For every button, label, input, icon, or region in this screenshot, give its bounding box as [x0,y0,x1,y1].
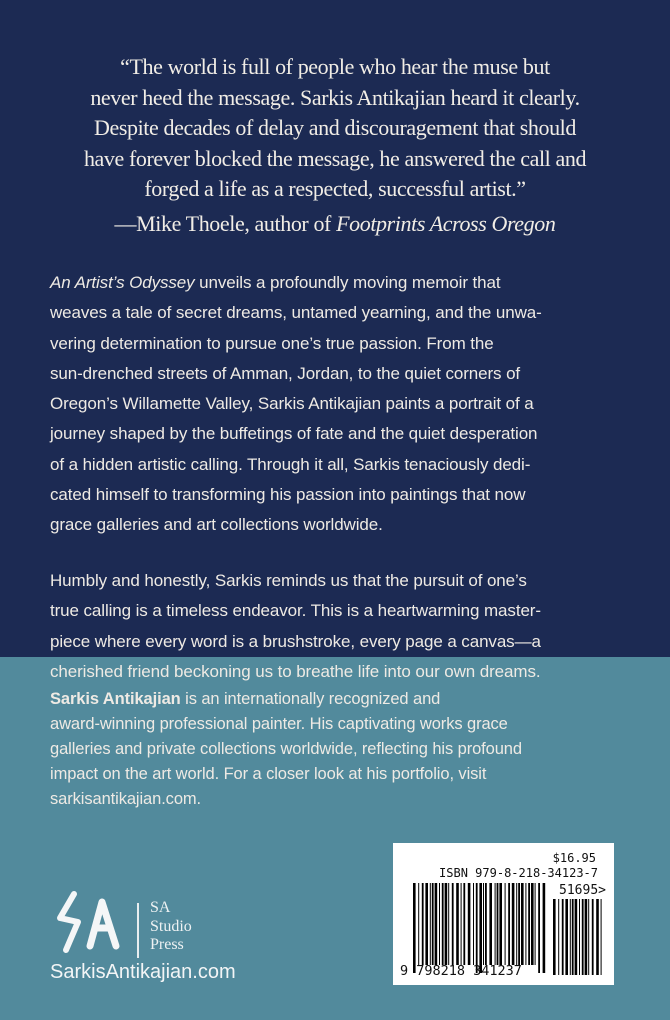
quote-line: have forever blocked the message, he answered the call and [83,145,587,171]
author-name: Sarkis Antikajian [50,690,181,708]
barcode-bar [473,883,474,965]
book-title: An Artist’s Odyssey [50,273,195,292]
quote-attribution [0,209,670,240]
barcode-bar [448,883,449,965]
bio-line: sarkisantikajian.com. [50,790,202,808]
barcode-bar [525,883,526,965]
barcode-bar [531,883,534,965]
isbn-barcode [393,843,614,985]
description-line: weaves a tale of secret dreams, untamed yearning, and the unwa- [50,303,542,323]
description-line: cated himself to transforming his passion into paintings that now [50,485,526,505]
barcode-bar [553,899,556,975]
barcode-bar [483,883,484,965]
quote-line: forged a life as a respected, successful artist.” [144,176,526,201]
barcode-bar [476,883,478,973]
attribution-book-title: Footprints Across Oregon [336,210,556,236]
barcode-bar [422,883,424,965]
description-line: journey shaped by the buffetings of fate and the quiet desperation [50,424,538,444]
bio-line: award-winning professional painter. His captivating works grace [50,715,508,733]
barcode-bar [572,899,574,975]
barcode-bar [528,883,530,965]
barcode-bar [452,883,454,965]
barcode-bar [445,883,448,965]
barcode-bar [521,883,524,965]
barcode-bar [579,899,580,975]
barcode-bar [479,883,482,973]
publisher-name-line: Studio [150,917,192,935]
quote-line: never heed the message. Sarkis Antikajian heard it clearly. [90,84,580,110]
description-line: cherished friend beckoning us to breathe life into our own dreams. [50,661,541,681]
description-line: sun-drenched streets of Amman, Jordan, to the quiet corners of [50,363,521,383]
description-line [50,268,542,298]
barcode-bar [461,883,462,965]
description-paragraph-2 [50,566,541,687]
description-line: Oregon’s Willamette Valley, Sarkis Antikajian paints a portrait of a [50,394,534,414]
author-website: SarkisAntikajian.com [50,961,236,983]
description-line: piece where every word is a brushstroke, every page a canvas—a [50,631,541,651]
barcode-bar [485,883,487,965]
bio-text: is an internationally recognized and [180,690,441,708]
barcode-bar [538,883,540,973]
barcode-bar [430,883,431,965]
barcode-bar [439,883,440,965]
barcode-bar [499,883,502,965]
author-bio [50,687,522,812]
barcode-bar [543,883,546,973]
barcode-bar [512,883,515,965]
description-line: of a hidden artistic calling. Through it all, Sarkis tenaciously dedi- [50,454,531,474]
description-line: grace galleries and art collections worldwide. [50,515,383,535]
barcode-bar [596,899,599,975]
barcode-bar [463,883,465,965]
barcode-bar [558,899,559,975]
publisher-name [150,899,192,955]
barcode-bar [418,883,419,965]
isbn-number: ISBN 979-8-218-34123-7 [439,866,598,880]
description-text: unveils a profoundly moving memoir that [194,273,501,292]
barcode-bar [489,883,492,965]
barcode-bar [518,883,520,965]
barcode-digits: 9 798218 341237 [400,963,522,979]
barcode-bar [516,883,517,965]
description-paragraph-1 [50,268,542,541]
barcode-bar [562,899,564,975]
sa-brush-logo [52,888,132,958]
logo-divider [137,903,139,958]
publisher-name-line: SA [150,899,171,916]
bio-line: galleries and private collections worldwide, reflecting his profound [50,740,522,758]
bio-line [50,687,522,712]
price-addon-code: 51695> [559,883,606,898]
barcode-bar [565,899,568,975]
description-line: true calling is a timeless endeavor. This is a heartwarming master- [50,601,541,621]
barcode-bar [495,883,496,965]
price: $16.95 [552,851,596,865]
barcode-bar [582,899,584,975]
barcode-bar [570,899,571,975]
barcode-bar [575,899,578,975]
barcode-bar [508,883,510,965]
description-line: vering determination to pursue one’s true passion. From the [50,333,494,353]
description-line: Humbly and honestly, Sarkis reminds us that the pursuit of one’s [50,571,527,590]
barcode-bar [456,883,459,965]
endorsement-quote [0,52,670,239]
barcode-bar [432,883,434,965]
barcode-bar [413,883,416,973]
barcode-bar [585,899,588,975]
barcode-bar [497,883,499,965]
bio-line: impact on the art world. For a closer look at his portfolio, visit [50,765,487,783]
barcode-bar [425,883,428,965]
quote-line: “The world is full of people who hear the muse but [120,54,550,79]
barcode-bar [601,899,602,975]
quote-line: Despite decades of delay and discouragement that should [93,115,576,140]
barcode-bar [505,883,506,965]
barcode-bar [592,899,594,975]
barcode-bar [442,883,444,965]
barcode-bar [468,883,471,965]
barcode-bar [435,883,438,965]
barcode-bar [535,883,536,965]
attribution-author: —Mike Thoele, author of [114,210,337,236]
publisher-name-line: Press [150,936,184,953]
barcode-bar [588,899,589,975]
